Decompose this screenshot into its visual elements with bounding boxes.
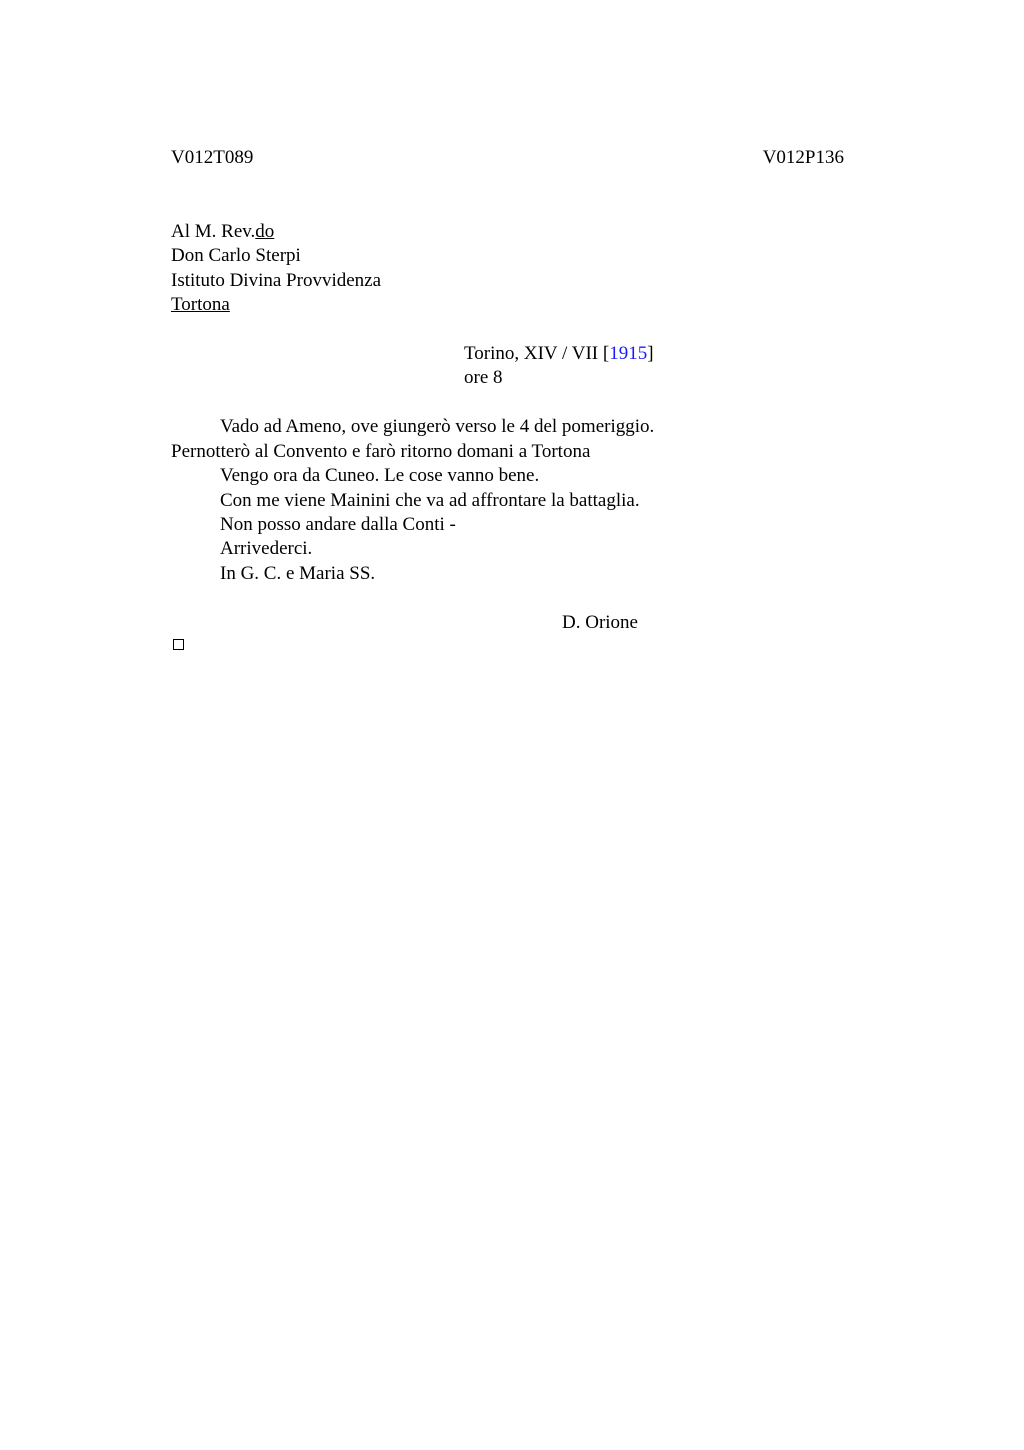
document-code-right: V012P136: [762, 147, 844, 168]
address-line-3: Istituto Divina Provvidenza: [171, 270, 382, 291]
signature: D. Orione: [562, 612, 638, 633]
place-date: [464, 342, 654, 366]
body-line-1: Vado ad Ameno, ove giungerò verso le 4 del pomeriggio.: [220, 416, 655, 437]
time-line: ore 8: [464, 367, 503, 388]
body-line-5: Non posso andare dalla Conti -: [220, 514, 456, 535]
body-line-3: Vengo ora da Cuneo. Le cose vanno bene.: [220, 465, 540, 486]
body-line-2: Pernotterò al Convento e farò ritorno domani a Tortona: [171, 441, 591, 462]
document-code-left: V012T089: [171, 147, 254, 168]
body-line-6: Arrivederci.: [220, 538, 313, 559]
year-bracket: ]: [647, 343, 654, 364]
address-title-suffix: do: [255, 221, 275, 242]
address-line-1: [171, 220, 274, 244]
end-marker-box: [173, 639, 184, 650]
body-line-7: In G. C. e Maria SS.: [220, 563, 376, 584]
body-line-4: Con me viene Mainini che va ad affrontare la battaglia.: [220, 490, 640, 511]
address-line-4: Tortona: [171, 294, 230, 315]
place-date-text: Torino, XIV / VII [: [464, 343, 610, 364]
address-title: Al M. Rev.: [171, 221, 256, 242]
address-line-2: Don Carlo Sterpi: [171, 245, 301, 266]
year-annotation: 1915: [609, 343, 648, 364]
